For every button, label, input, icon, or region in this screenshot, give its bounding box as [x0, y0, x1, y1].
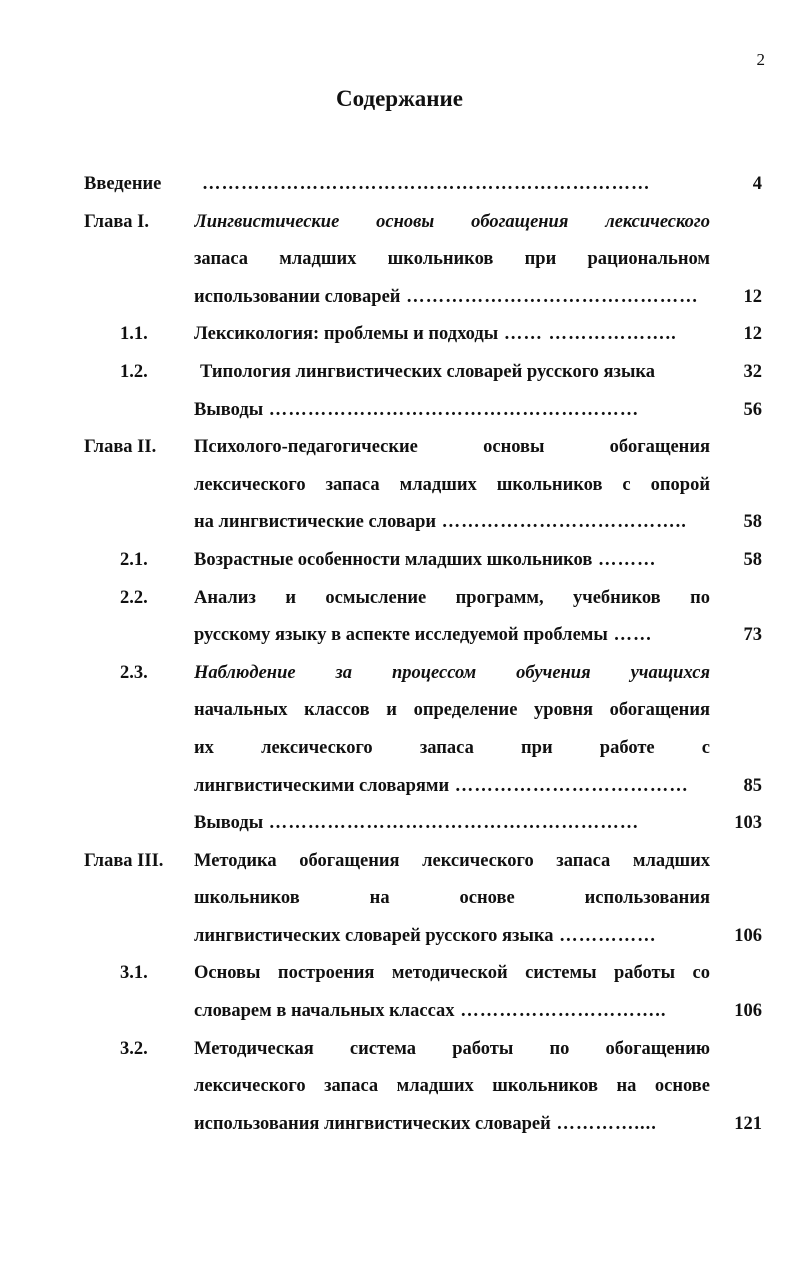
toc-text: использовании словарей: [194, 286, 401, 307]
toc-text: лингвистическими словарями: [194, 775, 450, 796]
toc-text: запаса младших школьников при рациональном: [194, 249, 710, 270]
toc-line: [0, 508, 799, 546]
toc-entry-1-1[interactable]: [0, 320, 799, 358]
toc-text: их лексического запаса при работе с: [194, 737, 710, 758]
toc-label: 2.2.: [120, 587, 148, 608]
toc-text-row: [194, 772, 710, 800]
toc-text: использования лингвистических словарей: [194, 1113, 551, 1134]
toc-text: Анализ и осмысление программ, учебников по: [194, 587, 710, 608]
toc-entry-2-3[interactable]: [0, 659, 799, 697]
toc-page: 12: [743, 286, 762, 307]
toc-dots: ………………………………………: [400, 286, 699, 307]
toc-label: Глава III.: [84, 850, 164, 871]
toc-label: 2.1.: [120, 549, 148, 570]
toc-entry-conclusions-2[interactable]: [0, 809, 799, 847]
toc-line: [0, 283, 799, 321]
toc-page: 56: [743, 399, 762, 420]
toc-text-row: [194, 283, 710, 311]
toc-dots: ……: [607, 625, 653, 646]
toc-entry-chapter-2[interactable]: [0, 433, 799, 471]
toc-text: начальных классов и определение уровня обогащения: [194, 700, 710, 721]
toc-text: Наблюдение за процессом обучения учащихся: [194, 662, 710, 683]
toc-text-row: [194, 997, 710, 1025]
toc-entry-chapter-1[interactable]: [0, 208, 799, 246]
toc-text: Возрастные особенности младших школьников: [194, 549, 593, 570]
toc-entry-chapter-3[interactable]: [0, 847, 799, 885]
toc-line: [0, 734, 799, 772]
toc-entry-2-2[interactable]: [0, 584, 799, 622]
toc-page: 103: [734, 813, 762, 834]
toc-text-row: [194, 1110, 710, 1138]
toc-entry-conclusions-1[interactable]: [0, 396, 799, 434]
toc-dots: ………………………………..: [436, 512, 687, 533]
toc-page: 58: [743, 549, 762, 570]
toc-entry-2-1[interactable]: [0, 546, 799, 584]
toc-dots: ………………………………: [449, 775, 689, 796]
toc-dots: …… ………………..: [498, 324, 677, 345]
toc-line: [0, 471, 799, 509]
toc-line: [0, 1110, 799, 1148]
toc-dots: ……………: [553, 925, 657, 946]
toc-text: Методика обогащения лексического запаса младших: [194, 850, 710, 871]
toc-line: [0, 696, 799, 734]
toc-text-row: [194, 396, 710, 424]
toc-line: [0, 772, 799, 810]
toc-label: Глава I.: [84, 211, 150, 232]
toc-page: 4: [752, 174, 762, 194]
toc-label: 1.1.: [120, 324, 148, 345]
toc-label: 1.2.: [120, 361, 148, 382]
toc-page: 12: [743, 324, 762, 345]
toc-label: 3.1.: [120, 963, 148, 984]
toc-dots: …………………………..: [454, 1001, 667, 1022]
toc-page: 121: [734, 1113, 762, 1134]
toc-text: Выводы: [194, 813, 264, 834]
toc-text-row: [194, 621, 710, 649]
toc-text: Основы построения методической системы работы со: [194, 963, 710, 984]
toc-text: школьников на основе использования: [194, 888, 710, 909]
toc-text: Методическая система работы по обогащению: [194, 1038, 710, 1059]
page-title: Содержание: [336, 86, 463, 111]
toc-text: Лексикология: проблемы и подходы: [194, 324, 499, 345]
toc-page: 32: [743, 361, 762, 382]
toc-text-row: [194, 546, 710, 574]
toc-page: 58: [743, 512, 762, 533]
toc-line: [0, 1072, 799, 1110]
toc-line: [0, 997, 799, 1035]
toc-dots: ……………………………………………………………: [202, 174, 651, 194]
toc-label: 2.3.: [120, 662, 148, 683]
toc-text-row: [194, 320, 710, 348]
toc-line: [0, 884, 799, 922]
toc-text: на лингвистические словари: [194, 512, 437, 533]
toc-dots: …………………………………………………: [263, 399, 640, 420]
toc-text: лексического запаса младших школьников на основе: [194, 1076, 710, 1097]
toc-text-row: [194, 809, 710, 837]
toc-dots: …………………………………………………: [263, 813, 640, 834]
toc-text: Лингвистические основы обогащения лексического: [194, 211, 710, 232]
toc-text: Психолого-педагогические основы обогащения: [194, 437, 710, 458]
toc-entry-3-2[interactable]: [0, 1035, 799, 1073]
toc-text: словарем в начальных классах: [194, 1001, 455, 1022]
toc-page: 85: [743, 775, 762, 796]
toc-entry-3-1[interactable]: [0, 959, 799, 997]
toc-line: [0, 922, 799, 960]
toc-text-row: [194, 922, 710, 950]
table-of-contents: [0, 170, 799, 1147]
toc-text-row: [194, 508, 710, 536]
toc-page: 73: [743, 625, 762, 646]
toc-text: лингвистических словарей русского языка: [194, 925, 554, 946]
toc-line: [0, 245, 799, 283]
toc-label: Глава II.: [84, 437, 157, 458]
page-number: 2: [756, 50, 765, 69]
toc-text: Типология лингвистических словарей русского языка: [200, 361, 656, 382]
toc-page: 106: [734, 1001, 762, 1022]
toc-label: 3.2.: [120, 1038, 148, 1059]
toc-entry-1-2[interactable]: [0, 358, 799, 396]
toc-page: 106: [734, 925, 762, 946]
toc-text: Выводы: [194, 399, 264, 420]
toc-text: лексического запаса младших школьников с опорой: [194, 474, 710, 495]
toc-entry-intro[interactable]: [0, 170, 799, 208]
toc-dots: …………....: [550, 1113, 657, 1134]
toc-line: [0, 621, 799, 659]
toc-label: Введение: [84, 174, 162, 194]
toc-dots: ………: [592, 549, 657, 570]
toc-text: русскому языку в аспекте исследуемой проблемы: [194, 625, 608, 646]
